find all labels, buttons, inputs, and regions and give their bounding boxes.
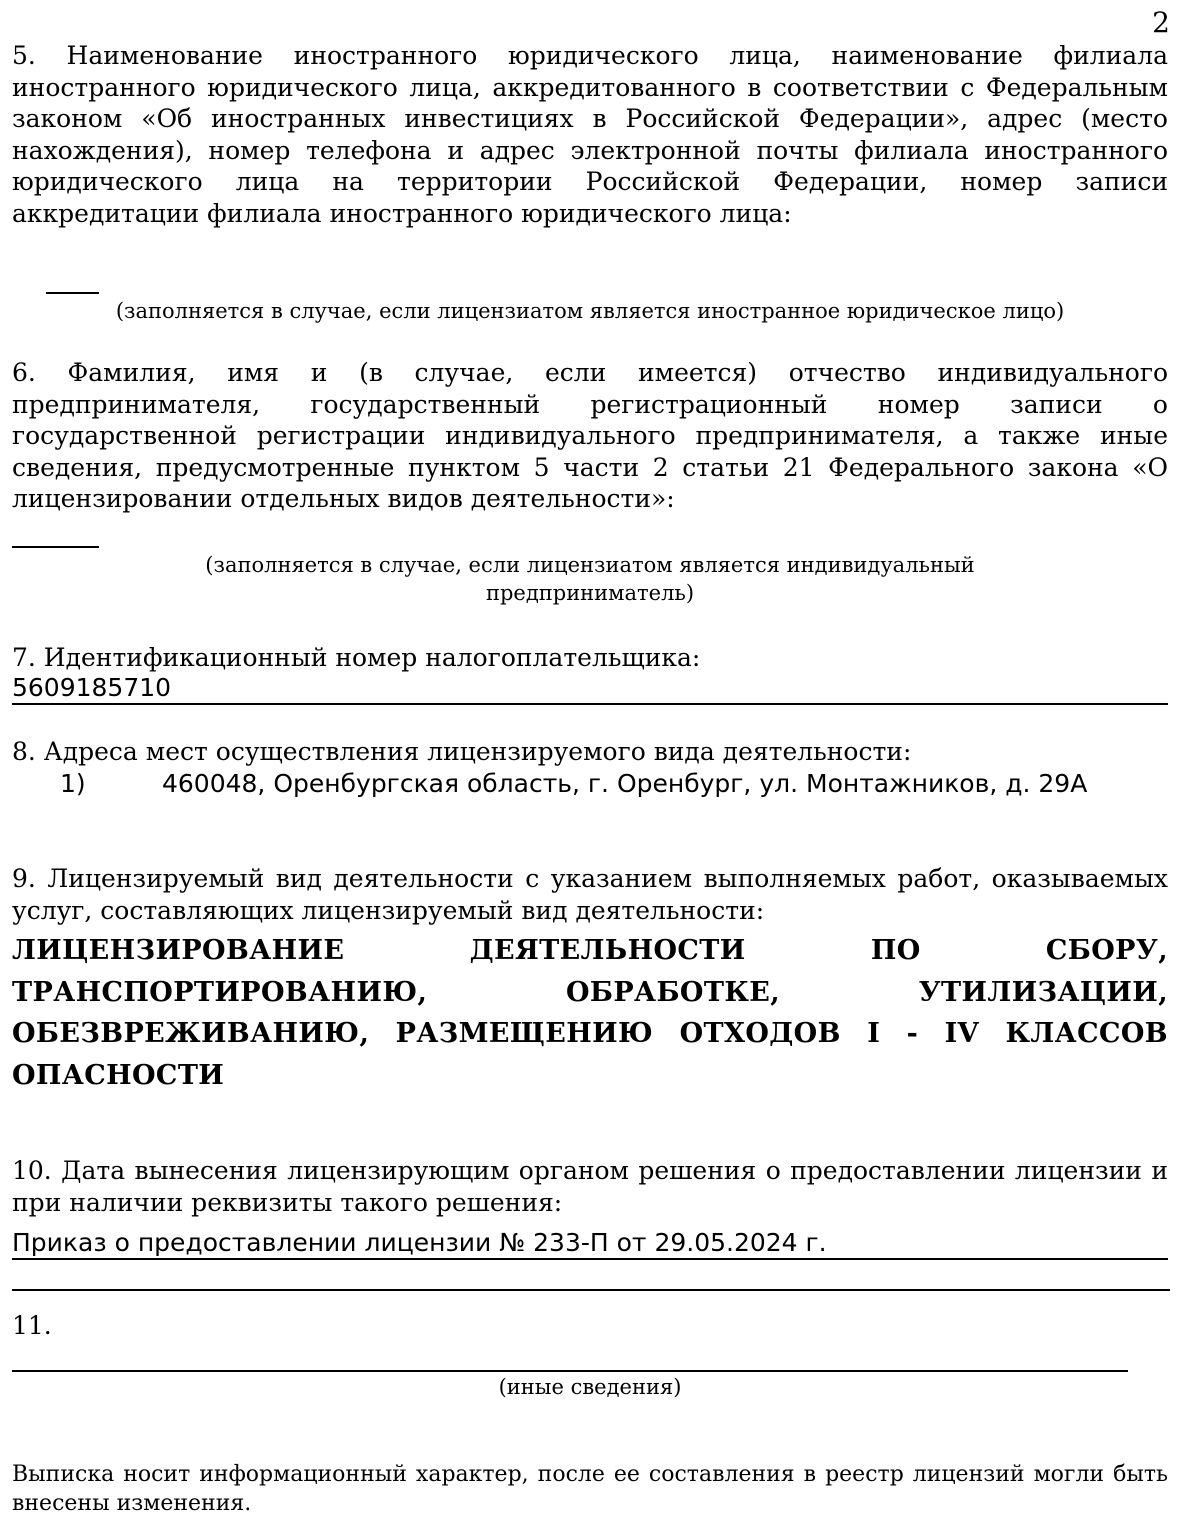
section-9-label: 9. Лицензируемый вид деятельности с указанием выполняемых работ, оказываемых услуг, составляющих лицензируемый вид деятельности: xyxy=(12,864,1168,925)
section-10-label: 10. Дата вынесения лицензирующим органом решения о предоставлении лицензии и при наличии реквизиты такого решения: xyxy=(12,1156,1168,1217)
decision-value: Приказ о предоставлении лицензии № 233-П от 29.05.2024 г. xyxy=(12,1228,1168,1260)
section-11-note: (иные сведения) xyxy=(498,1375,682,1399)
inn-value: 5609185710 xyxy=(12,673,1168,705)
section-7-label: 7. Идентификационный номер налогоплательщика: xyxy=(12,643,701,672)
section-5-note: (заполняется в случае, если лицензиатом является иностранное юридическое лицо) xyxy=(115,299,1065,323)
section-5-blank-line xyxy=(46,292,99,294)
address-list-item xyxy=(12,768,1168,799)
section-6-note xyxy=(12,551,1168,607)
address-text: 460048, Оренбургская область, г. Оренбург, ул. Монтажников, д. 29А xyxy=(162,769,1088,798)
page-number: 2 xyxy=(1152,6,1170,39)
licensed-activity: ЛИЦЕНЗИРОВАНИЕ ДЕЯТЕЛЬНОСТИ ПО СБОРУ, ТРАНСПОРТИРОВАНИЮ, ОБРАБОТКЕ, УТИЛИЗАЦИИ, ОБЕЗВРЕЖИВАНИЮ, РАЗМЕЩЕНИЮ ОТХОДОВ I - IV КЛАССОВ ОПАСНОСТИ xyxy=(12,935,1168,1091)
section-11-label: 11. xyxy=(12,1311,52,1340)
address-number: 1) xyxy=(60,769,86,798)
section-5-text: 5. Наименование иностранного юридического лица, наименование филиала иностранного юридического лица, аккредитованного в соответствии с Федеральным законом «Об иностранных инвестициях в Российской Федерации», адрес (место нахождения), номер телефона и адрес электронной почты филиала иностранного юридического лица на территории Российской Федерации, номер записи аккредитации филиала иностранного юридического лица: xyxy=(12,41,1168,228)
footer-disclaimer: Выписка носит информационный характер, после ее составления в реестр лицензий могли быть внесены изменения. xyxy=(12,1462,1168,1516)
decision-second-line xyxy=(12,1289,1170,1291)
section-6-blank-line xyxy=(12,546,99,548)
section-8-label: 8. Адреса мест осуществления лицензируемого вида деятельности: xyxy=(12,737,912,766)
section-6-text: 6. Фамилия, имя и (в случае, если имеется) отчество индивидуального предпринимателя, государственный регистрационный номер записи о государственной регистрации индивидуального предпринимателя, а также иные сведения, предусмотренные пунктом 5 части 2 статьи 21 Федерального закона «О лицензировании отдельных видов деятельности»: xyxy=(12,358,1168,513)
section-6-note-line-2: предприниматель) xyxy=(485,581,695,605)
section-6-note-line-1: (заполняется в случае, если лицензиатом является индивидуальный xyxy=(205,553,975,577)
section-11-line xyxy=(12,1370,1128,1372)
